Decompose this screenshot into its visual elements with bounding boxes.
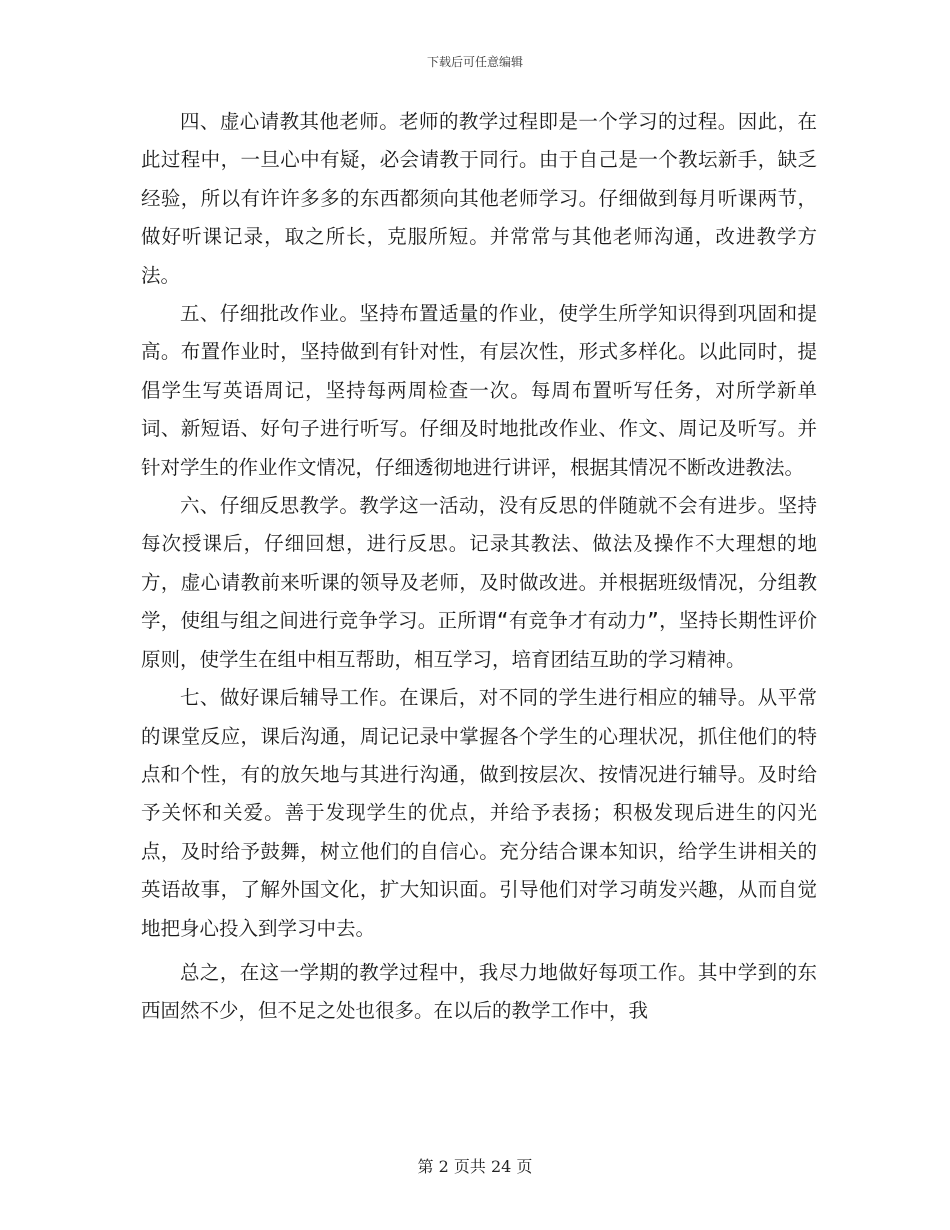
paragraph-summary: 总之，在这一学期的教学过程中，我尽力地做好每项工作。其中学到的东西固然不少，但不足之处也很多。在以后的教学工作中，我 [141,960,817,1023]
paragraph-teaching-reflection: 六、仔细反思教学。教学这一活动，没有反思的伴随就不会有进步。坚持每次授课后，仔细回想，进行反思。记录其教法、做法及操作不大理想的地方，虚心请教前来听课的领导及老师，及时做改进。并根据班级情况，分组教学，使组与组之间进行竞争学习。正所谓“有竞争才有动力”，坚持长期性评价原则，使学生在组中相互帮助，相互学习，培育团结互助的学习精神。 [141,494,817,671]
page-header-note: 下载后可任意编辑 [426,55,523,69]
document-body [141,103,817,1031]
page-number: 第 2 页共 24 页 [417,1157,533,1176]
paragraph-after-class-tutoring: 七、做好课后辅导工作。在课后，对不同的学生进行相应的辅导。从平常的课堂反应，课后沟通，周记记录中掌握各个学生的心理状况，抓住他们的特点和个性，有的放矢地与其进行沟通，做到按层次、按情况进行辅导。及时给予关怀和关爱。善于发现学生的优点，并给予表扬；积极发现后进生的闪光点，及时给予鼓舞，树立他们的自信心。充分结合课本知识，给学生讲相关的英语故事，了解外国文化，扩大知识面。引导他们对学习萌发兴趣，从而自觉地把身心投入到学习中去。 [141,686,817,940]
paragraph-homework-correction: 五、仔细批改作业。坚持布置适量的作业，使学生所学知识得到巩固和提高。布置作业时，坚持做到有针对性，有层次性，形式多样化。以此同时，提倡学生写英语周记，坚持每两周检查一次。每周布置听写任务，对所学新单词、新短语、好句子进行听写。仔细及时地批改作业、作文、周记及听写。并针对学生的作业作文情况，仔细透彻地进行讲评，根据其情况不断改进教法。 [141,302,817,479]
paragraph-consult-teachers: 四、虚心请教其他老师。老师的教学过程即是一个学习的过程。因此，在此过程中，一旦心中有疑，必会请教于同行。由于自己是一个教坛新手，缺乏经验，所以有许许多多的东西都须向其他老师学习。仔细做到每月听课两节，做好听课记录，取之所长，克服所短。并常常与其他老师沟通，改进教学方法。 [141,110,817,287]
